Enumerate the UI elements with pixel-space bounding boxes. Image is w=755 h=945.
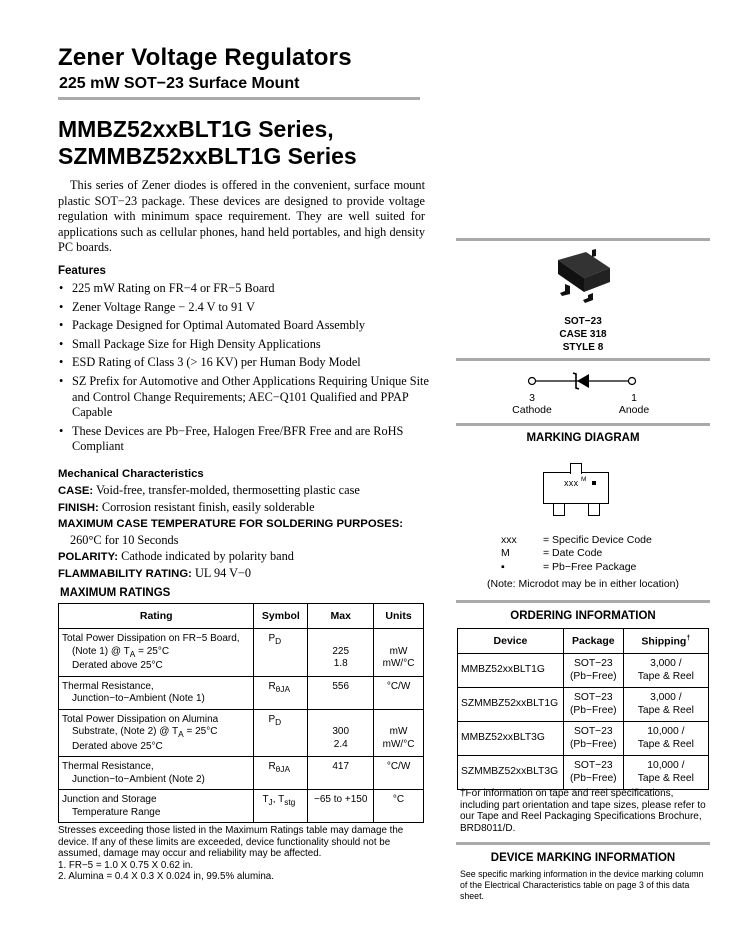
series-title xyxy=(58,116,357,170)
column-header: Package xyxy=(563,629,623,654)
anode-text: Anode xyxy=(618,404,650,416)
rating-cell xyxy=(59,676,254,709)
max-cell xyxy=(308,676,374,709)
column-header: Rating xyxy=(59,604,254,629)
right-divider xyxy=(456,600,710,603)
right-divider xyxy=(456,358,710,361)
package-label xyxy=(456,315,710,354)
package-text: SOT−23 xyxy=(573,760,613,771)
legend-value: = Date Code xyxy=(543,547,603,560)
package-text: (Pb−Free) xyxy=(569,704,617,716)
column-header: Units xyxy=(374,604,424,629)
table-row xyxy=(458,722,709,756)
max-value: 556 xyxy=(332,680,350,692)
legend-key: xxx xyxy=(501,534,517,546)
package-case: CASE 318 xyxy=(559,329,607,340)
shipping-text: Tape & Reel xyxy=(637,704,694,716)
marking-legend xyxy=(501,534,652,574)
symbol-cell xyxy=(254,757,308,790)
intro-paragraph: This series of Zener diodes is offered in the convenient, surface mount plastic SOT−23 package. These devices are designed to provide voltage regulation with minimum space requirement. They are well suited for applications such as cellular phones, hand held portables, and high density PC boards. xyxy=(58,178,425,255)
feature-item: • 225 mW Rating on FR−4 or FR−5 Board xyxy=(58,281,438,297)
legend-key: M xyxy=(501,547,510,560)
shipping-text: Tape & Reel xyxy=(637,738,694,750)
dagger-mark: † xyxy=(686,634,691,642)
rating-text: Total Power Dissipation on Alumina xyxy=(62,713,219,725)
package-text: SOT−23 xyxy=(573,692,613,703)
symbol-subscript: θJA xyxy=(275,683,291,694)
symbol-text: , T xyxy=(272,794,285,805)
shipping-text: 10,000 / xyxy=(647,760,685,771)
max-ratings-table xyxy=(58,603,424,823)
package-text: SOT−23 xyxy=(573,658,613,669)
shipping-text: 3,000 / xyxy=(650,692,682,703)
units-cell xyxy=(374,709,424,757)
units-cell xyxy=(374,629,424,677)
package-cell xyxy=(563,756,623,790)
package-name: SOT−23 xyxy=(564,316,602,327)
shipping-text: Tape & Reel xyxy=(637,772,694,784)
ordering-table xyxy=(457,628,709,790)
device-marking-text: See specific marking information in the device marking column of the Electrical Characteristics table on page 3 of this data sheet. xyxy=(460,869,704,901)
units-value: °C/W xyxy=(386,680,411,692)
features-heading: Features xyxy=(58,265,106,277)
units-cell xyxy=(374,676,424,709)
polarity-line xyxy=(58,548,438,565)
feature-item: • Small Package Size for High Density Applications xyxy=(58,337,438,353)
shipping-text: 10,000 / xyxy=(647,726,685,737)
chip-pin-3 xyxy=(570,463,582,474)
mechanical-characteristics xyxy=(58,466,438,582)
units-cell xyxy=(374,757,424,790)
feature-item: • SZ Prefix for Automotive and Other Applications Requiring Unique Site and Control Change Requirements; AEC−Q101 Qualified and PPAP Capable xyxy=(58,374,438,421)
polarity-value: Cathode indicated by polarity band xyxy=(121,549,294,563)
max-value: 300 xyxy=(332,726,350,737)
symbol-text: T xyxy=(262,794,269,805)
package-text: (Pb−Free) xyxy=(569,772,617,784)
symbol-cell xyxy=(254,629,308,677)
device-cell: MMBZ52xxBLT1G xyxy=(458,654,564,688)
rating-cell xyxy=(59,757,254,790)
feature-item: • ESD Rating of Class 3 (> 16 KV) per Human Body Model xyxy=(58,355,438,371)
document-title: Zener Voltage Regulators xyxy=(58,44,352,71)
rating-cell xyxy=(59,709,254,757)
table-row xyxy=(59,757,424,790)
table-row xyxy=(59,676,424,709)
legend-value: = Specific Device Code xyxy=(543,534,652,546)
table-header-row xyxy=(59,604,424,629)
finish-line xyxy=(58,499,438,516)
max-ratings-footnote xyxy=(58,825,428,883)
symbol-cell xyxy=(254,790,308,823)
max-cell xyxy=(308,757,374,790)
legend-item xyxy=(501,561,652,574)
package-text: SOT−23 xyxy=(573,726,613,737)
table-row xyxy=(59,790,424,823)
case-label: CASE: xyxy=(58,485,94,497)
case-line xyxy=(58,482,438,499)
table-row xyxy=(59,709,424,757)
units-value: °C/W xyxy=(386,761,411,772)
chip-pin-2 xyxy=(588,504,600,516)
right-divider xyxy=(456,842,710,845)
table-header-row xyxy=(458,629,709,654)
max-value: 1.8 xyxy=(333,658,348,669)
table-row xyxy=(458,654,709,688)
max-temp-label: MAXIMUM CASE TEMPERATURE FOR SOLDERING PURPOSES: xyxy=(58,518,403,530)
rating-text xyxy=(62,726,250,741)
units-cell xyxy=(374,790,424,823)
symbol-subscript: θJA xyxy=(275,764,291,774)
shipping-cell xyxy=(623,654,708,688)
shipping-cell xyxy=(623,756,708,790)
rating-subscript: A xyxy=(129,648,136,659)
rating-cell xyxy=(59,790,254,823)
symbol-subscript: D xyxy=(275,716,282,727)
right-divider xyxy=(456,238,710,241)
mechanical-heading: Mechanical Characteristics xyxy=(58,468,204,480)
rating-text: (Note 1) @ T xyxy=(72,645,130,657)
rating-text: = 25°C xyxy=(135,645,170,657)
symbol-text: P xyxy=(268,633,276,644)
symbol-subscript: stg xyxy=(284,797,296,807)
cathode-text: Cathode xyxy=(512,404,552,416)
sot23-package-icon xyxy=(540,248,620,310)
ordering-info-heading: ORDERING INFORMATION xyxy=(510,610,656,622)
rating-subscript: A xyxy=(178,729,184,739)
symbol-text: P xyxy=(268,713,276,725)
cathode-pin-number: 3 xyxy=(529,392,535,404)
rating-text xyxy=(62,646,250,661)
units-value: °C xyxy=(392,794,405,805)
features-list xyxy=(58,281,438,458)
header-divider xyxy=(58,97,420,100)
shipping-text: 3,000 / xyxy=(650,658,682,669)
chip-date-code: M xyxy=(581,476,587,483)
package-cell xyxy=(563,688,623,722)
legend-value: = Pb−Free Package xyxy=(543,560,637,573)
symbol-subscript: J xyxy=(268,797,273,807)
legend-item xyxy=(501,547,652,560)
rating-cell xyxy=(59,629,254,677)
legend-item xyxy=(501,534,652,547)
units-value: mW/°C xyxy=(382,658,415,669)
rating-text: Temperature Range xyxy=(72,806,161,818)
max-cell xyxy=(308,790,374,823)
symbol-cell xyxy=(254,709,308,757)
flammability-label: FLAMMABILITY RATING: xyxy=(58,568,192,580)
shipping-cell xyxy=(623,722,708,756)
flammability-line xyxy=(58,565,438,582)
finish-value: Corrosion resistant finish, easily solderable xyxy=(101,500,315,514)
max-cell xyxy=(308,629,374,677)
package-cell xyxy=(563,654,623,688)
package-text: (Pb−Free) xyxy=(569,670,617,682)
symbol-cell xyxy=(254,676,308,709)
rating-text: Thermal Resistance, xyxy=(62,761,154,772)
package-text: (Pb−Free) xyxy=(569,738,617,750)
units-value: mW xyxy=(389,726,408,737)
finish-label: FINISH: xyxy=(58,502,99,514)
case-value: Void-free, transfer-molded, thermosetting plastic case xyxy=(96,483,360,497)
max-temp-value: 260°C for 10 Seconds xyxy=(70,533,179,547)
table-row xyxy=(59,629,424,677)
rating-text: Derated above 25°C xyxy=(72,740,163,752)
rating-text: Substrate, (Note 2) @ T xyxy=(72,726,179,737)
note-2: 2. Alumina = 0.4 X 0.3 X 0.024 in, 99.5% alumina. xyxy=(58,871,274,883)
legend-key: ▪ xyxy=(501,560,505,573)
max-value: 417 xyxy=(332,761,350,772)
flammability-value: UL 94 V−0 xyxy=(194,566,252,580)
column-header: Device xyxy=(458,629,564,654)
device-cell: MMBZ52xxBLT3G xyxy=(458,722,564,756)
rating-text: = 25°C xyxy=(183,726,218,737)
document-subtitle: 225 mW SOT−23 Surface Mount xyxy=(59,75,300,92)
stress-note: Stresses exceeding those listed in the Maximum Ratings table may damage the device. If any of these limits are exceeded, device functionality should not be assumed, damage may occur and reliability may be affected. xyxy=(58,825,404,860)
feature-item: • Package Designed for Optimal Automated Board Assembly xyxy=(58,318,438,334)
max-value: 2.4 xyxy=(333,738,348,750)
package-style: STYLE 8 xyxy=(562,342,604,353)
anode-label xyxy=(612,392,656,416)
max-cell xyxy=(308,709,374,757)
feature-item: • These Devices are Pb−Free, Halogen Free/BFR Free and are RoHS Compliant xyxy=(58,424,438,455)
series-title-line1: MMBZ52xxBLT1G Series, xyxy=(58,116,334,142)
table-row xyxy=(458,688,709,722)
column-header: Max xyxy=(308,604,374,629)
microdot-note: (Note: Microdot may be in either location) xyxy=(487,578,679,590)
chip-pin-1 xyxy=(553,504,565,516)
symbol-subscript: D xyxy=(275,636,282,646)
max-ratings-heading: MAXIMUM RATINGS xyxy=(60,587,171,599)
right-divider xyxy=(456,423,710,426)
rating-text: Junction−to−Ambient (Note 1) xyxy=(72,693,205,704)
rating-text: Derated above 25°C xyxy=(72,660,163,671)
chip-code-text: xxx xyxy=(564,478,579,488)
pb-free-dot-icon xyxy=(592,481,596,485)
max-value: −65 to +150 xyxy=(314,794,368,805)
device-cell: SZMMBZ52xxBLT1G xyxy=(458,688,564,722)
device-marking-heading: DEVICE MARKING INFORMATION xyxy=(490,852,676,864)
max-value: 225 xyxy=(332,645,350,657)
units-value: mW xyxy=(389,645,408,657)
ordering-footnote: †For information on tape and reel specifications, including part orientation and tape sizes, please refer to our Tape and Reel Packaging Specifications Brochure, BRD8011/D. xyxy=(460,788,706,834)
shipping-cell xyxy=(623,688,708,722)
zener-diode-symbol-icon xyxy=(520,370,646,392)
rating-text: Junction−to−Ambient (Note 2) xyxy=(72,773,205,785)
polarity-label: POLARITY: xyxy=(58,551,119,563)
marking-diagram-heading: MARKING DIAGRAM xyxy=(526,432,640,444)
cathode-label xyxy=(508,392,556,416)
rating-text: Thermal Resistance, xyxy=(62,680,154,692)
symbol-text: R xyxy=(268,761,276,772)
device-cell: SZMMBZ52xxBLT3G xyxy=(458,756,564,790)
package-cell xyxy=(563,722,623,756)
series-title-line2: SZMMBZ52xxBLT1G Series xyxy=(58,143,357,169)
column-header-text: Shipping xyxy=(641,635,687,648)
units-value: mW/°C xyxy=(382,738,415,750)
rating-text: Junction and Storage xyxy=(62,794,157,805)
column-header: Symbol xyxy=(254,604,308,629)
column-header xyxy=(623,629,708,654)
anode-pin-number: 1 xyxy=(631,392,637,404)
rating-text: Total Power Dissipation on FR−5 Board, xyxy=(62,633,240,644)
symbol-text: R xyxy=(268,680,276,692)
marking-chip xyxy=(543,472,609,504)
note-1: 1. FR−5 = 1.0 X 0.75 X 0.62 in. xyxy=(58,859,194,871)
feature-item: • Zener Voltage Range − 2.4 V to 91 V xyxy=(58,300,438,316)
table-row xyxy=(458,756,709,790)
shipping-text: Tape & Reel xyxy=(637,670,694,682)
